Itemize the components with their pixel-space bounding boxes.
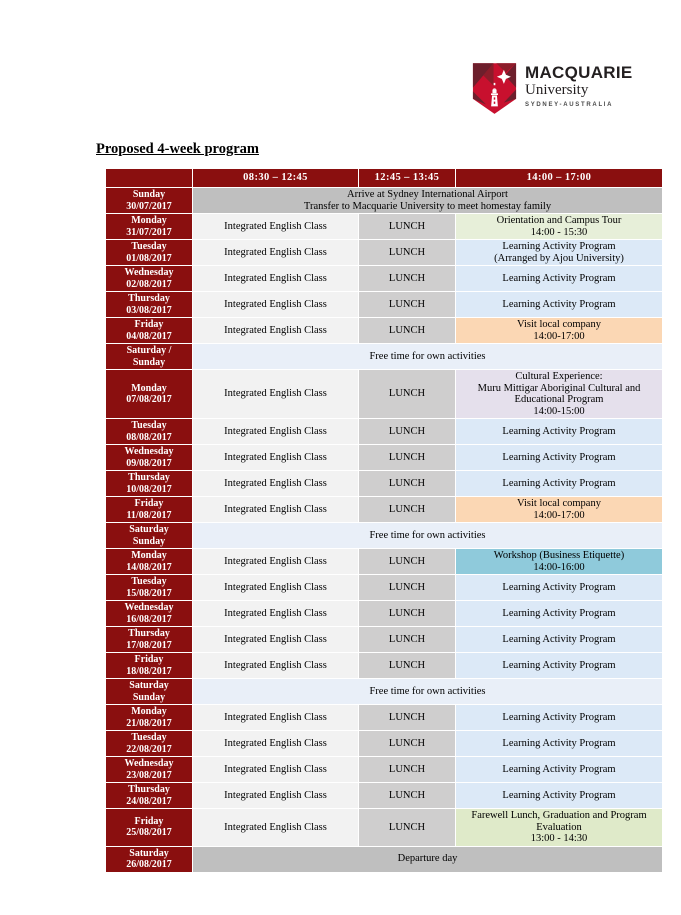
day-cell: Wednesday 23/08/2017 <box>106 757 193 783</box>
day-cell: Tuesday 15/08/2017 <box>106 575 193 601</box>
english-class-cell: Integrated English Class <box>193 809 359 847</box>
logo-tagline: SYDNEY-AUSTRALIA <box>525 102 614 109</box>
english-class-cell: Integrated English Class <box>193 731 359 757</box>
activity-cell: Learning Activity Program <box>456 575 663 601</box>
day-cell: Friday 25/08/2017 <box>106 809 193 847</box>
merged-cell: Departure day <box>193 846 663 872</box>
lunch-cell: LUNCH <box>359 549 456 575</box>
table-row <box>106 344 663 370</box>
english-class-cell: Integrated English Class <box>193 370 359 419</box>
corner-header-cell <box>106 169 193 188</box>
logo-brand: MACQUARIE <box>525 63 633 82</box>
day-cell: Tuesday 08/08/2017 <box>106 419 193 445</box>
activity-cell: Learning Activity Program <box>456 705 663 731</box>
merged-cell: Arrive at Sydney International Airport Transfer to Macquarie University to meet homestay family <box>193 188 663 214</box>
table-row <box>106 757 663 783</box>
table-row <box>106 471 663 497</box>
lunch-cell: LUNCH <box>359 445 456 471</box>
english-class-cell: Integrated English Class <box>193 471 359 497</box>
english-class-cell: Integrated English Class <box>193 497 359 523</box>
day-cell: Wednesday 09/08/2017 <box>106 445 193 471</box>
day-cell: Monday 14/08/2017 <box>106 549 193 575</box>
english-class-cell: Integrated English Class <box>193 214 359 240</box>
table-row <box>106 809 663 847</box>
time-column-header: 12:45 – 13:45 <box>359 169 456 188</box>
lunch-cell: LUNCH <box>359 601 456 627</box>
lunch-cell: LUNCH <box>359 705 456 731</box>
activity-cell: Visit local company 14:00-17:00 <box>456 497 663 523</box>
merged-cell: Free time for own activities <box>193 679 663 705</box>
lunch-cell: LUNCH <box>359 653 456 679</box>
day-cell: Saturday / Sunday <box>106 344 193 370</box>
table-row <box>106 627 663 653</box>
activity-cell: Learning Activity Program <box>456 653 663 679</box>
table-row <box>106 266 663 292</box>
lunch-cell: LUNCH <box>359 575 456 601</box>
day-cell: Wednesday 16/08/2017 <box>106 601 193 627</box>
merged-cell: Free time for own activities <box>193 523 663 549</box>
day-cell: Tuesday 22/08/2017 <box>106 731 193 757</box>
activity-cell: Learning Activity Program <box>456 783 663 809</box>
macquarie-logo <box>472 62 633 115</box>
table-row <box>106 783 663 809</box>
table-row <box>106 419 663 445</box>
table-row <box>106 318 663 344</box>
day-cell: Thursday 24/08/2017 <box>106 783 193 809</box>
english-class-cell: Integrated English Class <box>193 292 359 318</box>
english-class-cell: Integrated English Class <box>193 705 359 731</box>
activity-cell: Learning Activity Program <box>456 292 663 318</box>
macquarie-shield-icon <box>472 62 517 115</box>
lunch-cell: LUNCH <box>359 471 456 497</box>
logo-university: University <box>525 81 589 98</box>
table-row <box>106 705 663 731</box>
day-cell: Tuesday 01/08/2017 <box>106 240 193 266</box>
activity-cell: Learning Activity Program (Arranged by Ajou University) <box>456 240 663 266</box>
merged-cell: Free time for own activities <box>193 344 663 370</box>
day-cell: Wednesday 02/08/2017 <box>106 266 193 292</box>
day-cell: Sunday 30/07/2017 <box>106 188 193 214</box>
activity-cell: Learning Activity Program <box>456 419 663 445</box>
activity-cell: Farewell Lunch, Graduation and Program Evaluation 13:00 - 14:30 <box>456 809 663 847</box>
lunch-cell: LUNCH <box>359 318 456 344</box>
day-cell: Friday 18/08/2017 <box>106 653 193 679</box>
table-row <box>106 445 663 471</box>
english-class-cell: Integrated English Class <box>193 653 359 679</box>
lunch-cell: LUNCH <box>359 497 456 523</box>
table-row <box>106 292 663 318</box>
english-class-cell: Integrated English Class <box>193 627 359 653</box>
day-cell: Monday 07/08/2017 <box>106 370 193 419</box>
table-row <box>106 497 663 523</box>
program-table-header <box>106 169 663 188</box>
day-cell: Monday 31/07/2017 <box>106 214 193 240</box>
activity-cell: Learning Activity Program <box>456 627 663 653</box>
activity-cell: Cultural Experience: Muru Mittigar Aboriginal Cultural and Educational Program 14:00-15:00 <box>456 370 663 419</box>
table-row <box>106 188 663 214</box>
day-cell: Thursday 17/08/2017 <box>106 627 193 653</box>
lunch-cell: LUNCH <box>359 370 456 419</box>
english-class-cell: Integrated English Class <box>193 757 359 783</box>
activity-cell: Learning Activity Program <box>456 266 663 292</box>
day-cell: Saturday 26/08/2017 <box>106 846 193 872</box>
activity-cell: Learning Activity Program <box>456 757 663 783</box>
day-cell: Thursday 03/08/2017 <box>106 292 193 318</box>
table-row <box>106 370 663 419</box>
table-row <box>106 653 663 679</box>
lunch-cell: LUNCH <box>359 757 456 783</box>
activity-cell: Learning Activity Program <box>456 731 663 757</box>
english-class-cell: Integrated English Class <box>193 419 359 445</box>
time-column-header: 14:00 – 17:00 <box>456 169 663 188</box>
table-row <box>106 731 663 757</box>
lunch-cell: LUNCH <box>359 292 456 318</box>
day-cell: Friday 04/08/2017 <box>106 318 193 344</box>
table-row <box>106 523 663 549</box>
activity-cell: Learning Activity Program <box>456 445 663 471</box>
lunch-cell: LUNCH <box>359 627 456 653</box>
english-class-cell: Integrated English Class <box>193 445 359 471</box>
table-row <box>106 601 663 627</box>
day-cell: Saturday Sunday <box>106 523 193 549</box>
day-cell: Monday 21/08/2017 <box>106 705 193 731</box>
logo-text <box>525 62 633 108</box>
table-row <box>106 575 663 601</box>
english-class-cell: Integrated English Class <box>193 575 359 601</box>
day-cell: Saturday Sunday <box>106 679 193 705</box>
table-row <box>106 240 663 266</box>
lunch-cell: LUNCH <box>359 266 456 292</box>
lunch-cell: LUNCH <box>359 809 456 847</box>
english-class-cell: Integrated English Class <box>193 266 359 292</box>
english-class-cell: Integrated English Class <box>193 601 359 627</box>
english-class-cell: Integrated English Class <box>193 318 359 344</box>
table-row <box>106 214 663 240</box>
lunch-cell: LUNCH <box>359 240 456 266</box>
lunch-cell: LUNCH <box>359 214 456 240</box>
program-table-body <box>106 188 663 873</box>
lunch-cell: LUNCH <box>359 419 456 445</box>
day-cell: Thursday 10/08/2017 <box>106 471 193 497</box>
english-class-cell: Integrated English Class <box>193 240 359 266</box>
activity-cell: Visit local company 14:00-17:00 <box>456 318 663 344</box>
time-column-header: 08:30 – 12:45 <box>193 169 359 188</box>
table-row <box>106 846 663 872</box>
lunch-cell: LUNCH <box>359 783 456 809</box>
activity-cell: Orientation and Campus Tour 14:00 - 15:30 <box>456 214 663 240</box>
day-cell: Friday 11/08/2017 <box>106 497 193 523</box>
activity-cell: Workshop (Business Etiquette) 14:00-16:00 <box>456 549 663 575</box>
english-class-cell: Integrated English Class <box>193 783 359 809</box>
program-table <box>105 168 663 873</box>
page-title: Proposed 4-week program <box>96 141 259 157</box>
activity-cell: Learning Activity Program <box>456 601 663 627</box>
lunch-cell: LUNCH <box>359 731 456 757</box>
english-class-cell: Integrated English Class <box>193 549 359 575</box>
table-row <box>106 679 663 705</box>
table-row <box>106 549 663 575</box>
activity-cell: Learning Activity Program <box>456 471 663 497</box>
